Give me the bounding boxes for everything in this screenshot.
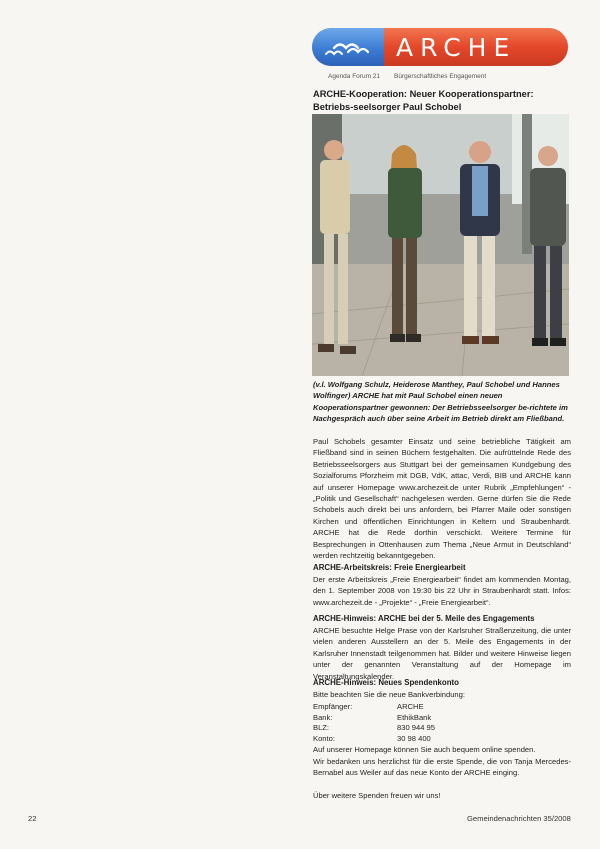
bank-label: BLZ: bbox=[313, 723, 330, 733]
bank-row bbox=[313, 734, 571, 745]
section-intro-spendenkonto: Bitte beachten Sie die neue Bankverbindung: bbox=[313, 690, 465, 699]
paragraph-weitere-spenden: Über weitere Spenden freuen wir uns! bbox=[313, 791, 441, 800]
bank-label: Konto: bbox=[313, 733, 335, 743]
bank-value: 830 944 95 bbox=[397, 723, 436, 733]
tagline-left: Agenda Forum 21 bbox=[328, 73, 381, 80]
article-photo bbox=[312, 114, 569, 376]
tagline-right: Bürgerschaftliches Engagement bbox=[394, 73, 487, 80]
bank-value: ARCHE bbox=[397, 702, 424, 711]
bank-details bbox=[313, 702, 571, 744]
bank-row bbox=[313, 723, 571, 734]
bank-label: Empfänger: bbox=[313, 702, 353, 711]
article-paragraph-1: Paul Schobels gesamter Einsatz und seine betriebliche Tätigkeit am Fließband sind in seinen Büchern festgehalten. Die aufrüttelnde Rede des Betriebsseelsorgers aus Stuttgart bei der gemeinsamen Kundgebung des Sozialforums Pforzheim mit DGB, VdK, attac, Verdi, BIB und ARCHE kann auf unserer Homepage www.archezeit.de unter Rubrik „Empfehlungen“ - „Politik und Gesellschaft“ nachgelesen werden. Gerne dürfen Sie die Rede Schobels auch direkt bei uns anfordern, bei Pfarrer Maile oder sonstigen Kirchen und öffentlichen Einrichtungen in Keltern und Straubenhardt. ARCHE hat die Rede dorthin verschickt. Weitere Termine für Besprechungen in Ottenhausen zum Thema „Neue Armut in Deutschland“ werden rechtzeitig bekanntgegeben. bbox=[313, 437, 571, 561]
masthead-logo bbox=[312, 28, 384, 66]
masthead-taglines bbox=[328, 73, 578, 80]
paragraph-dank: Wir bedanken uns herzlichst für die erste Spende, die von Tanja Mercedes-Bernabel aus Weiler auf das neue Konto der ARCHE einging. bbox=[313, 757, 571, 778]
arche-masthead bbox=[312, 28, 568, 66]
photo-caption: (v.l. Wolfgang Schulz, Heiderose Manthey, Paul Schobel und Hannes Wolfinger) ARCHE hat mit Paul Schobel einen neuen Kooperationspartner gewonnen: Der Betriebsseelsorger be-richtete im Nachgespräch auch über seine Arbeit im Betrieb direkt am Fließband. bbox=[313, 380, 568, 424]
paragraph-online-spenden: Auf unserer Homepage können Sie auch bequem online spenden. bbox=[313, 745, 536, 754]
section-title-spendenkonto: ARCHE-Hinweis: Neues Spendenkonto bbox=[313, 678, 459, 687]
section-title-energiearbeit: ARCHE-Arbeitskreis: Freie Energiearbeit bbox=[313, 563, 466, 572]
masthead-title-area bbox=[384, 28, 568, 66]
bank-label: Bank: bbox=[313, 712, 333, 722]
bank-value: 30 98 400 bbox=[397, 733, 431, 743]
group-photo-illustration bbox=[312, 114, 569, 376]
article-headline: ARCHE-Kooperation: Neuer Kooperationspartner: Betriebs-seelsorger Paul Schobel bbox=[313, 89, 534, 112]
masthead-title: ARCHE bbox=[396, 32, 517, 62]
publication-footer: Gemeindenachrichten 35/2008 bbox=[467, 814, 571, 823]
bank-row bbox=[313, 702, 571, 713]
section-title-meile: ARCHE-Hinweis: ARCHE bei der 5. Meile des Engagements bbox=[313, 614, 535, 623]
page-number: 22 bbox=[28, 814, 37, 823]
section-text-energiearbeit: Der erste Arbeitskreis „Freie Energiearbeit“ findet am kommenden Montag, den 1. September 2008 von 19:30 bis 22 Uhr in Straubenhardt statt. Infos: www.archezeit.de - „Projekte“ - „Freie Energiearbeit“. bbox=[313, 575, 571, 607]
bank-value: EthikBank bbox=[397, 712, 432, 722]
birds-icon bbox=[312, 28, 384, 66]
bank-row bbox=[313, 713, 571, 724]
section-text-meile: ARCHE besuchte Helge Prase von der Karlsruher Straßenzeitung, die unter vielen anderen Ausstellern an der 5. Meile des Engagements in der Karlsruher Innenstadt teilgenommen hat. Bilder und weitere Hinweise liegen unter der genannten Veranstaltung auf der Homepage im Veranstaltungskalender. bbox=[313, 626, 571, 681]
